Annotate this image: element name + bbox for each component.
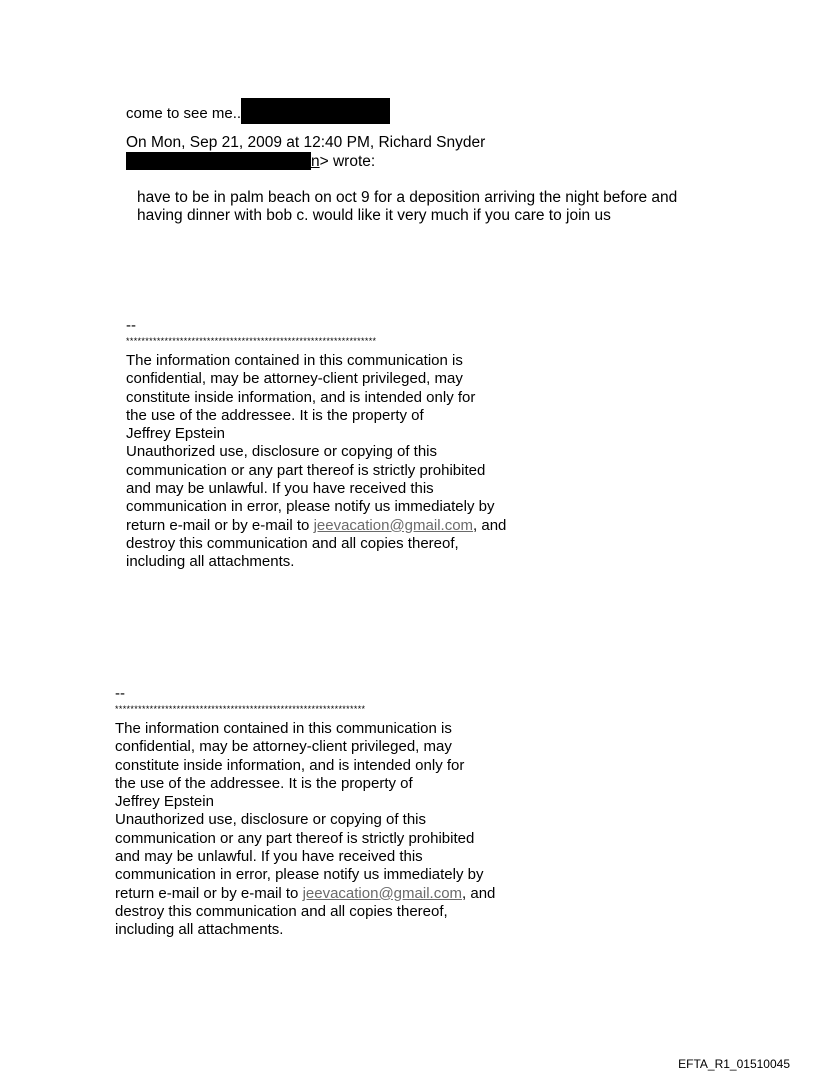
- disclaimer-text: [115, 720, 495, 940]
- redacted-email-link[interactable]: n: [311, 153, 320, 170]
- opening-text: come to see me..: [126, 105, 242, 122]
- disclaimer-text: [126, 352, 506, 572]
- disclaimer-block-1: [126, 318, 506, 572]
- disclaimer-line: including all attachments.: [126, 553, 295, 571]
- disclaimer-line: and may be unlawful. If you have received this: [115, 848, 423, 866]
- disclaimer-block-2: [115, 686, 495, 940]
- disclaimer-email-line: return e-mail or by e-mail to jeevacation@gmail.com, and: [115, 884, 496, 902]
- disclaimer-line: the use of the addressee. It is the property of: [115, 774, 413, 792]
- disclaimer-line: confidential, may be attorney-client privileged, may: [126, 370, 463, 388]
- disclaimer-line: Unauthorized use, disclosure or copying of this: [115, 811, 427, 829]
- disclaimer-line: the use of the addressee. It is the property of: [126, 406, 424, 424]
- disclaimer-line: and may be unlawful. If you have received this: [126, 480, 434, 498]
- disclaimer-line: The information contained in this communication is: [115, 720, 452, 737]
- disclaimer-line: constitute inside information, and is intended only for: [115, 756, 465, 774]
- quoted-message-line: have to be in palm beach on oct 9 for a deposition arriving the night before and: [137, 189, 678, 206]
- document-id: EFTA_R1_01510045: [678, 1057, 790, 1071]
- disclaimer-line: communication or any part thereof is strictly prohibited: [115, 829, 475, 847]
- quoted-message-line: having dinner with bob c. would like it very much if you care to join us: [137, 207, 611, 224]
- redaction-block: [126, 152, 311, 170]
- attribution-line: On Mon, Sep 21, 2009 at 12:40 PM, Richard Snyder: [126, 134, 486, 151]
- signature-separator: --: [115, 685, 125, 702]
- disclaimer-line: constitute inside information, and is intended only for: [126, 388, 476, 406]
- disclaimer-email-line: return e-mail or by e-mail to jeevacation@gmail.com, and: [126, 516, 507, 534]
- disclaimer-line: communication in error, please notify us immediately by: [126, 498, 495, 516]
- disclaimer-line: Jeffrey Epstein: [115, 793, 214, 811]
- disclaimer-line: communication in error, please notify us immediately by: [115, 866, 484, 884]
- disclaimer-line: Jeffrey Epstein: [126, 425, 225, 443]
- email-link[interactable]: jeevacation@gmail.com: [313, 516, 474, 534]
- email-link[interactable]: jeevacation@gmail.com: [302, 884, 463, 902]
- redaction-block: [241, 98, 390, 124]
- attribution-email-line: [126, 152, 375, 171]
- disclaimer-line: communication or any part thereof is strictly prohibited: [126, 461, 486, 479]
- disclaimer-line: The information contained in this communication is: [126, 352, 463, 369]
- stars-divider: *****************************************************************: [126, 336, 377, 346]
- disclaimer-line: Unauthorized use, disclosure or copying of this: [126, 443, 438, 461]
- disclaimer-line: destroy this communication and all copies thereof,: [115, 902, 448, 920]
- disclaimer-line: including all attachments.: [115, 921, 284, 939]
- disclaimer-line: confidential, may be attorney-client privileged, may: [115, 738, 452, 756]
- stars-divider: *****************************************************************: [115, 704, 366, 714]
- wrote-text: > wrote:: [319, 153, 376, 170]
- disclaimer-line: destroy this communication and all copies thereof,: [126, 534, 459, 552]
- opening-line: [126, 98, 390, 124]
- signature-separator: --: [126, 317, 136, 334]
